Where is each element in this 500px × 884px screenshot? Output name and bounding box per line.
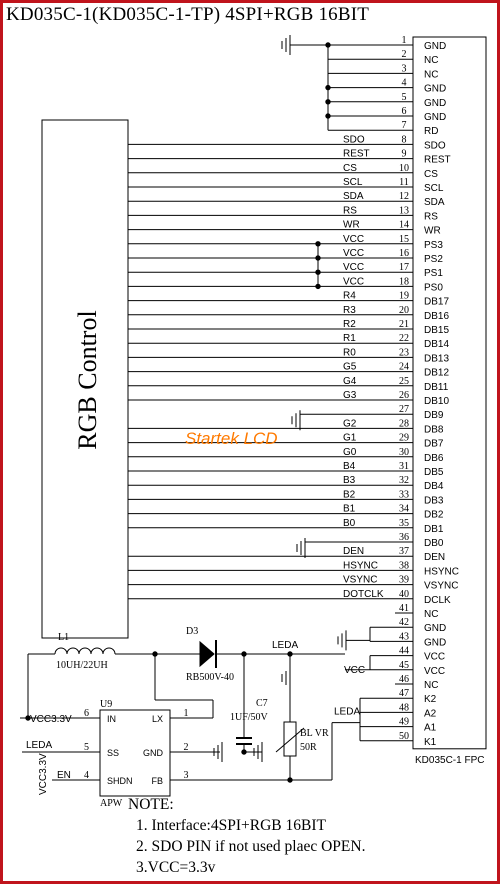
pin-number: 43 xyxy=(399,631,409,643)
ic-ref: U9 xyxy=(100,699,113,710)
diode-symbol xyxy=(200,642,214,666)
signal-label: CS xyxy=(343,162,357,174)
leda-net-label-right: LEDA xyxy=(334,706,361,718)
pin-name: DEN xyxy=(424,552,446,564)
ic-pin-name: IN xyxy=(107,714,116,724)
signal-label: DOTCLK xyxy=(343,588,384,600)
signal-label: VSYNC xyxy=(343,574,378,586)
pin-name: DB13 xyxy=(424,353,450,365)
pin-number: 1 xyxy=(401,35,407,46)
pin-name: GND xyxy=(424,83,447,95)
resistor-value: 50R xyxy=(300,742,317,753)
pin-number: 17 xyxy=(399,262,409,274)
junction-dot xyxy=(326,43,330,47)
junction-dot xyxy=(326,100,330,104)
ic-pin-number: 4 xyxy=(84,770,89,781)
pin-number: 25 xyxy=(399,375,409,387)
pin-number: 13 xyxy=(399,205,409,217)
signal-label: G2 xyxy=(343,418,357,430)
pin-number: 9 xyxy=(401,148,407,160)
startek-watermark: Startek LCD xyxy=(185,429,278,448)
signal-label: VCC xyxy=(343,262,365,274)
junction-dot xyxy=(242,750,246,754)
pin-number: 6 xyxy=(401,106,407,117)
junction-dot xyxy=(326,85,330,89)
pin-number: 19 xyxy=(399,290,409,302)
pin-name: NC xyxy=(424,69,439,81)
signal-label: B0 xyxy=(343,517,356,529)
notes-block xyxy=(128,794,365,878)
pin-name: VSYNC xyxy=(424,580,459,592)
signal-label: R4 xyxy=(343,290,356,302)
signal-label: VCC xyxy=(343,248,365,259)
ic-pin-number: 5 xyxy=(84,742,89,753)
junction-dot xyxy=(288,778,292,782)
junction-dot xyxy=(316,270,320,274)
pin-number: 16 xyxy=(399,248,409,259)
pin-number: 5 xyxy=(401,91,407,103)
pin-name: GND xyxy=(424,112,447,123)
pin-number: 32 xyxy=(399,475,409,487)
pin-number: 20 xyxy=(399,304,409,316)
vcc-net-label: VCC xyxy=(344,664,366,676)
pin-number: 33 xyxy=(399,489,409,501)
signal-label: R3 xyxy=(343,304,356,316)
note-item-2: 2. SDO PIN if not used plaec OPEN. xyxy=(136,838,366,855)
pin-name: K1 xyxy=(424,736,437,748)
pin-number: 26 xyxy=(399,390,409,401)
pin-name: PS0 xyxy=(424,282,443,294)
signal-label: B1 xyxy=(343,503,356,515)
pin-number: 22 xyxy=(399,333,409,345)
pin-number: 3 xyxy=(401,63,407,75)
note-item-1: 1. Interface:4SPI+RGB 16BIT xyxy=(136,817,326,834)
signal-label: G5 xyxy=(343,361,357,373)
signal-label: VCC xyxy=(343,276,365,288)
pin-name: DB3 xyxy=(424,495,444,507)
pin-number: 30 xyxy=(399,446,409,458)
pin-number: 28 xyxy=(399,418,409,430)
signal-label: SDA xyxy=(343,191,364,203)
pin-name: GND xyxy=(424,41,447,52)
pin-name: DB10 xyxy=(424,396,450,407)
pin-number: 2 xyxy=(401,49,407,61)
pin-number: 18 xyxy=(399,276,409,288)
pin-name: CS xyxy=(424,168,438,180)
pin-number: 15 xyxy=(399,233,409,245)
signal-label: SDO xyxy=(343,134,365,146)
pin-number: 40 xyxy=(399,588,409,600)
pin-name: SDO xyxy=(424,140,446,152)
signal-label: R2 xyxy=(343,319,356,330)
pin-name: A1 xyxy=(424,722,437,734)
signal-label: G1 xyxy=(343,432,357,444)
pin-name: DB5 xyxy=(424,467,444,478)
vcc33-net-label: VCC3.3V xyxy=(30,714,72,725)
vcc33-vertical-label: VCC3.3V xyxy=(38,753,49,795)
pin-name: DB6 xyxy=(424,452,444,464)
signal-label: DEN xyxy=(343,546,365,558)
pin-name: DB4 xyxy=(424,481,444,493)
pin-number: 23 xyxy=(399,347,409,359)
pin-name: RS xyxy=(424,211,438,223)
connector-part-label: KD035C-1 FPC xyxy=(415,754,485,766)
pin-number: 50 xyxy=(399,730,409,742)
pin-name: DB11 xyxy=(424,381,449,393)
pin-number: 49 xyxy=(399,716,409,728)
ic-pin-name: SS xyxy=(107,748,120,758)
schematic-title: KD035C-1(KD035C-1-TP) 4SPI+RGB 16BIT xyxy=(6,4,370,25)
pin-number: 38 xyxy=(399,560,409,572)
pin-name: VCC xyxy=(424,665,446,677)
signal-label: B3 xyxy=(343,475,356,487)
pin-name: SCL xyxy=(424,183,444,194)
signal-label: REST xyxy=(343,148,370,160)
notes-heading: NOTE: xyxy=(128,796,174,813)
pin-number: 11 xyxy=(399,177,409,188)
signal-label: WR xyxy=(343,219,360,231)
ic-pin-name: FB xyxy=(151,776,163,786)
pin-number: 7 xyxy=(401,120,407,132)
pin-name: DCLK xyxy=(424,594,451,606)
pin-number: 35 xyxy=(399,517,409,529)
pin-number: 31 xyxy=(399,461,409,472)
ic-pin-name: GND xyxy=(143,748,163,758)
pin-name: DB7 xyxy=(424,438,444,450)
pin-name: NC xyxy=(424,680,439,691)
rgb-control-label: RGB Control xyxy=(73,310,102,450)
ic-pin-name: SHDN xyxy=(107,776,133,786)
cap-ref: C7 xyxy=(256,698,268,709)
pin-name: DB15 xyxy=(424,325,450,336)
signal-label: VCC xyxy=(343,233,365,245)
pin-name: SDA xyxy=(424,197,445,209)
inductor-value: 10UH/22UH xyxy=(56,660,108,671)
leda-net-label-top: LEDA xyxy=(272,640,299,651)
inductor-ref: L1 xyxy=(58,632,70,643)
pin-name: PS1 xyxy=(424,268,443,280)
resistor-body xyxy=(284,722,296,756)
junction-dot xyxy=(326,114,330,118)
cap-value: 1UF/50V xyxy=(230,712,268,723)
pin-name: GND xyxy=(424,623,447,635)
signal-label: G3 xyxy=(343,390,357,401)
pin-name: GND xyxy=(424,637,447,649)
signal-label: G0 xyxy=(343,446,357,458)
pin-name: DB2 xyxy=(424,509,444,521)
pin-name: RD xyxy=(424,126,439,138)
pin-number: 21 xyxy=(399,319,409,330)
pin-number: 14 xyxy=(399,219,409,231)
pin-number: 39 xyxy=(399,574,409,586)
pin-number: 29 xyxy=(399,432,409,444)
diode-ref: D3 xyxy=(186,626,199,637)
junction-dot xyxy=(316,284,320,288)
signal-label: G4 xyxy=(343,375,357,387)
pin-name: NC xyxy=(424,609,439,620)
pin-number: 34 xyxy=(399,503,409,515)
note-item-3: 3.VCC=3.3v xyxy=(136,859,216,876)
ic-pin-name: LX xyxy=(151,714,163,724)
signal-label: R1 xyxy=(343,333,356,345)
signal-label: B4 xyxy=(343,461,356,472)
pin-number: 8 xyxy=(401,134,407,146)
pin-name: DB17 xyxy=(424,296,450,308)
pin-name: DB9 xyxy=(424,410,444,422)
pin-name: DB14 xyxy=(424,339,450,351)
pin-number: 36 xyxy=(399,532,409,543)
pin-name: WR xyxy=(424,225,441,237)
pin-number: 41 xyxy=(399,603,409,614)
pin-number: 48 xyxy=(399,702,409,714)
signal-label: R0 xyxy=(343,347,356,359)
diode-value: RB500V-40 xyxy=(186,672,234,683)
ic-pin-number: 6 xyxy=(84,708,89,719)
pin-number: 45 xyxy=(399,659,409,671)
signal-label: B2 xyxy=(343,489,356,501)
pin-name: DB8 xyxy=(424,424,444,436)
junction-dot xyxy=(316,256,320,260)
pin-name: VCC xyxy=(424,651,446,663)
pin-name: HSYNC xyxy=(424,566,460,578)
pin-name: A2 xyxy=(424,708,437,720)
signal-label: RS xyxy=(343,205,357,217)
pin-number: 12 xyxy=(399,191,409,203)
pin-number: 44 xyxy=(399,645,409,657)
signal-label: HSYNC xyxy=(343,560,379,572)
ic-pin-number: 2 xyxy=(183,742,189,753)
pin-number: 4 xyxy=(401,77,407,89)
pin-name: REST xyxy=(424,154,451,166)
pin-name: K2 xyxy=(424,694,437,706)
ic-part: APW xyxy=(100,798,123,809)
pin-number: 37 xyxy=(399,546,409,558)
pin-number: 42 xyxy=(399,617,409,629)
ic-pin-number: 3 xyxy=(183,770,189,781)
pin-number: 24 xyxy=(399,361,409,373)
pin-name: DB16 xyxy=(424,310,450,322)
pin-name: DB12 xyxy=(424,367,450,379)
pin-number: 46 xyxy=(399,674,409,685)
pin-number: 10 xyxy=(399,162,409,174)
pin-number: 47 xyxy=(399,688,409,700)
pin-name: PS3 xyxy=(424,239,443,251)
pin-number: 27 xyxy=(399,404,409,416)
pin-name: NC xyxy=(424,55,439,67)
inductor-coil xyxy=(55,648,115,654)
ic-pin-number: 1 xyxy=(183,708,189,719)
pin-name: DB1 xyxy=(424,523,444,535)
leda-net-label-u9: LEDA xyxy=(26,740,53,751)
signal-label: SCL xyxy=(343,177,363,188)
pin-name: PS2 xyxy=(424,254,443,265)
pin-name: GND xyxy=(424,97,447,109)
junction-dot xyxy=(316,242,320,246)
resistor-ref: BL VR xyxy=(300,728,329,739)
en-label: EN xyxy=(57,770,71,781)
pin-name: DB0 xyxy=(424,538,444,549)
